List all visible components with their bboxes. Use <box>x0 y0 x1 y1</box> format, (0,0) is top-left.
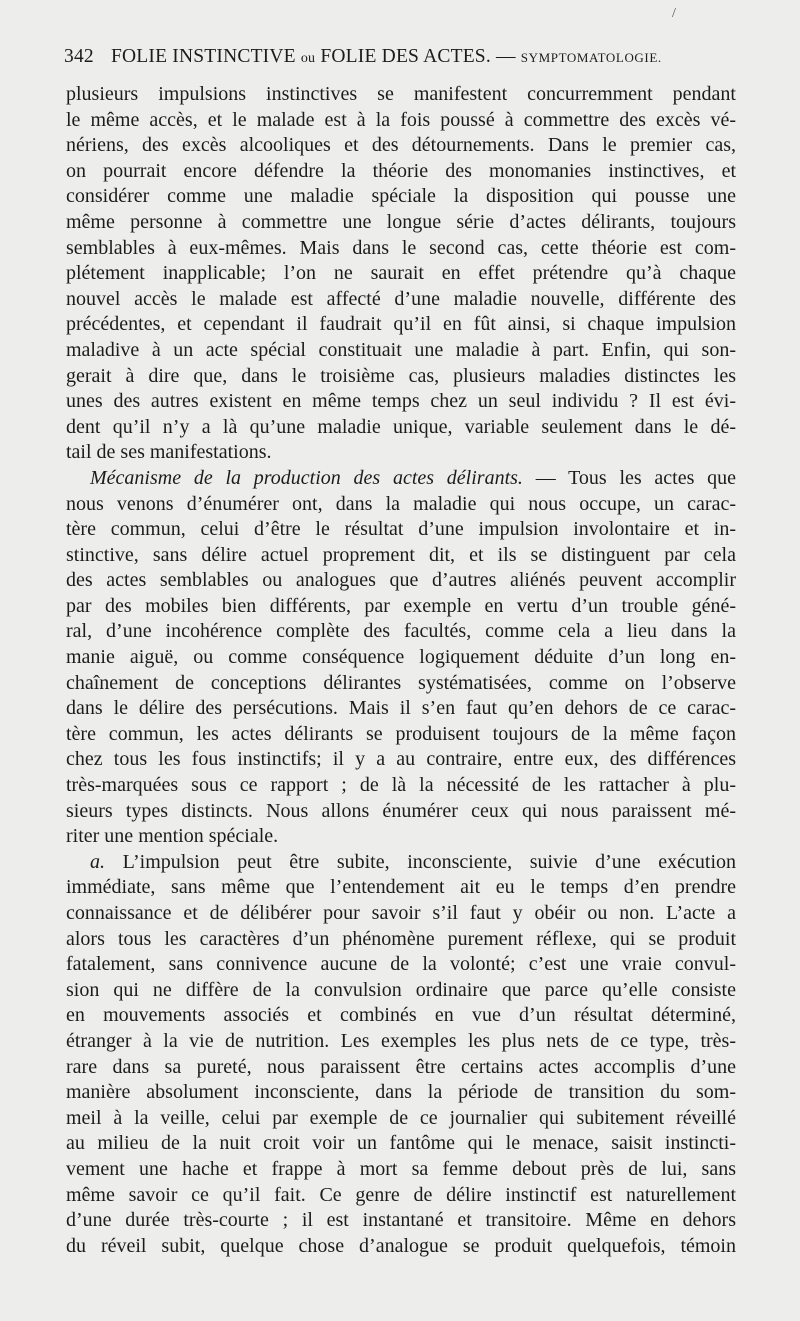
text-line: gerait à dire que, dans le troisième cas, plusieurs maladies distinctes les <box>66 364 736 387</box>
paragraph-3-first-line <box>66 850 736 876</box>
text-line: d’une durée très-courte ; il est instantané et transitoire. Même en dehors <box>66 1209 736 1232</box>
paragraph-2 <box>66 492 736 850</box>
text-line: ral, d’une incohérence complète des facultés, comme cela a lieu dans la <box>66 620 736 643</box>
text-line: semblables à eux-mêmes. Mais dans le second cas, cette théorie est com- <box>66 236 736 259</box>
page-number: 342 <box>64 46 94 67</box>
text-line: meil à la veille, celui par exemple de ce journalier qui subitement réveillé <box>66 1106 736 1129</box>
header-title-part-b: FOLIE DES ACTES. — <box>320 46 516 67</box>
text-line: manière absolument inconsciente, dans la période de transition du som- <box>66 1081 736 1104</box>
text-line: nous venons d’énumérer ont, dans la maladie qui nous occupe, un carac- <box>66 492 736 515</box>
text-line: très-marquées sous ce rapport ; de là la nécessité de les rattacher à plu- <box>66 774 736 797</box>
text-line: unes des autres existent en même temps chez un seul individu ? Il est évi- <box>66 390 736 413</box>
margin-mark: / <box>672 6 676 21</box>
paragraph-3-first-line-rest: L’impulsion peut être subite, inconsciente, suivie d’une exécution <box>105 850 736 873</box>
text-line: chaînement de conceptions délirantes systématisées, comme on l’observe <box>66 671 736 694</box>
text-line: même savoir ce qu’il fait. Ce genre de délire instinctif est naturellement <box>66 1183 736 1206</box>
text-line: immédiate, sans même que l’entendement ait eu le temps d’en prendre <box>66 876 736 899</box>
paragraph-3 <box>66 875 736 1259</box>
text-line: connaissance et de délibérer pour savoir s’il faut y obéir ou non. L’acte a <box>66 902 736 924</box>
text-line: alors tous les caractères d’un phénomène purement réflexe, qui se produit <box>66 927 736 950</box>
paragraph-1 <box>66 82 736 466</box>
text-line: riter une mention spéciale. <box>66 825 279 848</box>
text-line: vement une hache et frappe à mort sa femme debout près de lui, sans <box>66 1157 736 1180</box>
header-section: SYMPTOMATOLOGIE. <box>520 50 662 65</box>
text-line: chez tous les fous instinctifs; il y a au contraire, entre eux, des différences <box>66 748 736 771</box>
text-line: du réveil subit, quelque chose d’analogue se produit quelquefois, témoin <box>66 1234 736 1257</box>
text-line: le même accès, et le malade est à la fois poussé à commettre des excès vé- <box>66 108 736 131</box>
text-line: considérer comme une maladie spéciale la disposition qui pousse une <box>66 185 736 208</box>
text-line: tère commun, les actes délirants se produisent toujours de la même façon <box>66 722 736 745</box>
text-line: tère commun, celui d’être le résultat d’une impulsion involontaire et in- <box>66 518 736 541</box>
text-line: sieurs types distincts. Nous allons énumérer ceux qui nous paraissent mé- <box>66 799 736 822</box>
text-line: nériens, des excès alcooliques et des détournements. Dans le premier cas, <box>66 134 736 157</box>
text-line: plusieurs impulsions instinctives se manifestent concurremment pendant <box>66 83 736 105</box>
text-line: manie aiguë, ou comme conséquence logiquement déduite d’un long en- <box>66 646 736 669</box>
text-line: des actes semblables ou analogues que d’autres aliénés peuvent accomplir <box>66 569 736 592</box>
text-line: nouvel accès le malade est affecté d’une maladie nouvelle, différente des <box>66 287 736 310</box>
text-line: fatalement, sans connivence aucune de la volonté; c’est une vraie convul- <box>66 953 736 976</box>
paragraph-2-first-line-rest: — Tous les actes que <box>522 466 737 489</box>
text-line: au milieu de la nuit croit voir un fantôme qui le menace, saisit instincti- <box>66 1132 736 1155</box>
list-label-a: a. <box>90 850 105 873</box>
section-heading: Mécanisme de la production des actes délirants. <box>90 466 523 489</box>
paragraph-2-first-line <box>66 466 736 492</box>
text-line: rare dans sa pureté, nous paraissent être certains actes accomplis d’une <box>66 1055 736 1078</box>
running-header <box>64 46 736 68</box>
text-line: dent qu’il n’y a là qu’une maladie unique, variable seulement dans le dé- <box>66 415 736 438</box>
text-line: tail de ses manifestations. <box>66 441 272 464</box>
text-line: étranger à la vie de nutrition. Les exemples les plus nets de ce type, très- <box>66 1029 736 1052</box>
text-line: en mouvements associés et combinés en vue d’un résultat déterminé, <box>66 1004 736 1027</box>
text-line: dans le délire des persécutions. Mais il s’en faut qu’en dehors de ce carac- <box>66 697 736 720</box>
page-body <box>66 82 736 1259</box>
text-line: sion qui ne diffère de la convulsion ordinaire que parce qu’elle consiste <box>66 978 736 1001</box>
text-line: maladive à un acte spécial constituait une maladie à part. Enfin, qui son- <box>66 338 736 361</box>
text-line: stinctive, sans délire actuel proprement dit, et ils se distinguent par cela <box>66 543 736 566</box>
text-line: plétement inapplicable; l’on ne saurait en effet prétendre qu’à chaque <box>66 262 736 285</box>
text-line: par des mobiles bien différents, par exemple en vertu d’un trouble géné- <box>66 594 736 617</box>
header-title-conjunction: ou <box>300 51 316 66</box>
text-line: on pourrait encore défendre la théorie des monomanies instinctives, et <box>66 159 736 182</box>
text-line: précédentes, et cependant il faudrait qu’il en fût ainsi, si chaque impulsion <box>66 313 736 336</box>
header-title-part-a: FOLIE INSTINCTIVE <box>110 46 296 67</box>
text-line: même personne à commettre une longue série d’actes délirants, toujours <box>66 210 736 233</box>
